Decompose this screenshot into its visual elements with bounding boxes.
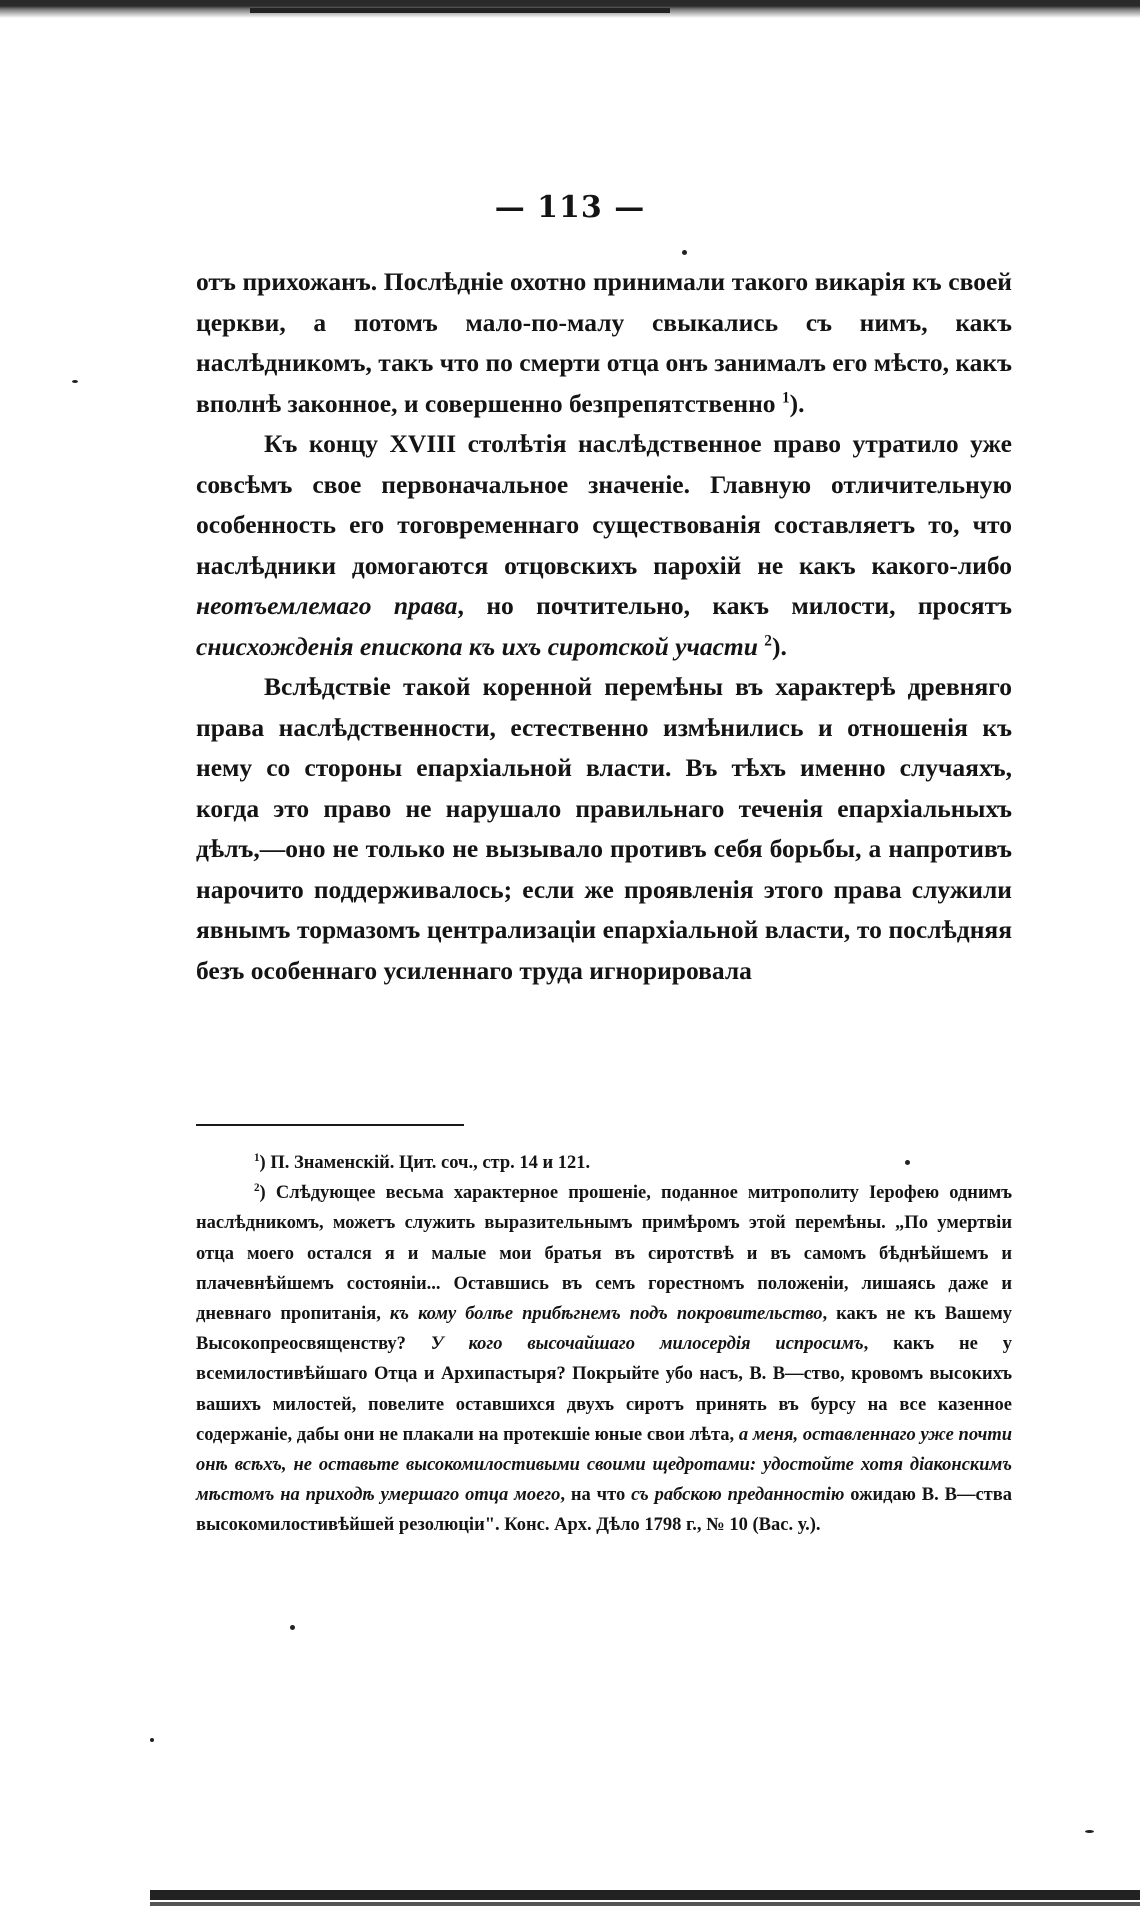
text-run: ожидаю В. В—ства высокомилостивѣйшей резолюціи". Конс. Арх. Дѣло 1798 г., № 10 (Вас. у.). bbox=[196, 1485, 1012, 1536]
ink-speck bbox=[1085, 1830, 1094, 1833]
text-run: Вслѣдствіе такой коренной перемѣны въ характерѣ древняго права наслѣдственности, естественно измѣнились и отношенія къ нему со стороны епархіальной власти. Въ тѣхъ именно случаяхъ, когда это право не нарушало правильнаго теченія епархіальныхъ дѣлъ,—оно не только не вызывало противъ себя борьбы, а напротивъ нарочито поддерживалось; если же проявленія этого права служили явнымъ тормазомъ централизаціи епархіальной власти, то послѣдняя безъ особеннаго усиленнаго труда игнорировала bbox=[196, 672, 1012, 985]
scan-edge-top bbox=[0, 0, 1140, 18]
emphasis-text: съ рабскою преданностію bbox=[631, 1485, 845, 1506]
emphasis-text: У кого высочайшаго милосердія испросимъ bbox=[430, 1334, 864, 1355]
text-run: , какъ не къ Вашему Высокопреосвященству? bbox=[196, 1304, 1012, 1355]
text-run: ). bbox=[789, 388, 805, 418]
text-run: Къ концу XVIII столѣтія наслѣдственное право утратило уже совсѣмъ свое первоначальное значеніе. Главную отличительную особенность его тоговременнаго существованія составляетъ то, что наслѣдники домогаются отцовскихъ парохій не какъ какого-либо bbox=[196, 429, 1012, 580]
page-number: — 113 — bbox=[494, 190, 646, 225]
scan-edge-bottom bbox=[150, 1890, 1140, 1900]
emphasis-text: къ кому болѣе прибѣгнемъ подъ покровительство bbox=[389, 1304, 823, 1325]
text-run: , на что bbox=[560, 1485, 632, 1506]
ink-speck bbox=[682, 250, 687, 255]
footnotes bbox=[196, 1148, 1012, 1541]
ink-speck bbox=[290, 1625, 295, 1630]
emphasis-text: снисхожденія епископа къ ихъ сиротской участи bbox=[196, 631, 758, 661]
text-run: ). bbox=[771, 631, 787, 661]
text-run: ) Слѣдующее весьма характерное прошеніе, поданное митрополиту Іерофею однимъ наслѣдникомъ, можетъ служить выразительнымъ примѣромъ этой перемѣны. „По умертвіи отца моего остался я и малые мои братья въ сиротствѣ и въ самомъ бѣднѣйшемъ и плачевнѣйшемъ состояніи... Оставшись въ семъ горестномъ положеніи, лишаясь даже и дневнаго пропитанія, bbox=[196, 1183, 1012, 1325]
footnote-reference: 2 bbox=[254, 1182, 260, 1195]
footnote-reference: 2 bbox=[764, 632, 772, 649]
text-run: отъ прихожанъ. Послѣдніе охотно принимали такого викарія къ своей церкви, а потомъ мало-по-малу свыкались съ нимъ, какъ наслѣдникомъ, такъ что по смерти отца онъ занималъ его мѣсто, какъ вполнѣ законное, и совершенно безпрепятственно bbox=[196, 267, 1012, 418]
paragraph bbox=[196, 424, 1012, 667]
text-run: ) П. Знаменскій. Цит. соч., стр. 14 и 121. bbox=[259, 1153, 591, 1173]
ink-speck bbox=[72, 380, 78, 383]
emphasis-text: неотъемлемаго права bbox=[196, 591, 458, 620]
text-run: , но почтительно, какъ милости, просятъ bbox=[457, 591, 1012, 620]
footnote-divider bbox=[196, 1124, 464, 1126]
footnote-reference: 1 bbox=[781, 389, 790, 406]
footnote bbox=[196, 1178, 1012, 1540]
paragraph bbox=[196, 262, 1012, 424]
ink-speck bbox=[905, 1160, 910, 1165]
main-text bbox=[196, 262, 1012, 991]
paragraph bbox=[196, 667, 1012, 991]
emphasis-text: а меня, оставленнаго уже почти онѣ всѣхъ, не оставьте высокомилостивыми своими щедротами: удостойте хотя діаконскимъ мѣстомъ на приходѣ умершаго отца моего bbox=[196, 1424, 1012, 1506]
text-run: , какъ не у всемилостивѣйшаго Отца и Архипастыря? Покрыйте убо насъ, В. В—ство, кровомъ высокихъ вашихъ милостей, повелите оставшихся двухъ сиротъ принять въ бурсу на все казенное содержаніе, дабы они не плакали на протекшіе юные свои лѣта, bbox=[196, 1334, 1012, 1445]
footnote bbox=[196, 1148, 1012, 1178]
ink-speck bbox=[150, 1738, 154, 1742]
footnote-reference: 1 bbox=[254, 1151, 260, 1164]
